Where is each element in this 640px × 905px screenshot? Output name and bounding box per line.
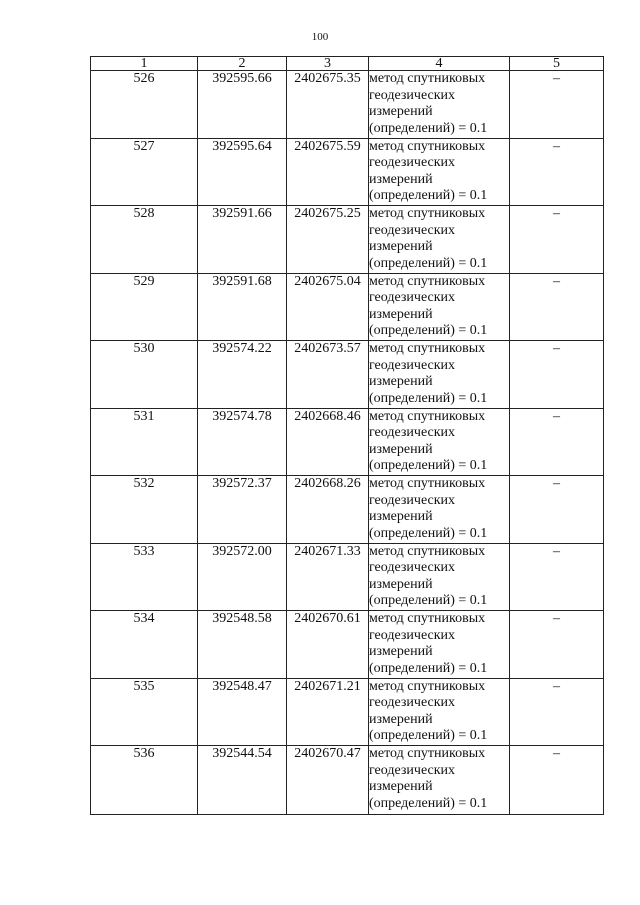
method-text-line: метод спутниковых xyxy=(369,611,486,626)
method-text-line: измерений xyxy=(369,576,433,592)
y-coordinate-cell: 2402675.04 xyxy=(287,273,369,341)
x-coordinate-cell: 392572.00 xyxy=(198,543,287,611)
column-header-5: 5 xyxy=(510,57,604,71)
method-text-line: (определений) = 0.1 xyxy=(369,728,488,744)
table-header-row xyxy=(91,57,604,71)
method-cell xyxy=(369,341,510,409)
method-text-line: измерений xyxy=(369,644,433,660)
note-cell: – xyxy=(510,476,604,544)
method-text-line: геодезических xyxy=(369,425,456,441)
y-coordinate-cell: 2402671.21 xyxy=(287,678,369,746)
table-row xyxy=(91,746,604,815)
method-text-line: измерений xyxy=(369,171,433,187)
method-text-line: измерений xyxy=(369,509,433,525)
method-text-line: измерений xyxy=(369,104,433,120)
method-text-line: геодезических xyxy=(369,87,456,103)
y-coordinate-cell: 2402673.57 xyxy=(287,341,369,409)
method-text-line: (определений) = 0.1 xyxy=(369,323,488,339)
note-cell: – xyxy=(510,138,604,206)
note-cell: – xyxy=(510,678,604,746)
method-text-line: (определений) = 0.1 xyxy=(369,660,488,676)
method-cell xyxy=(369,273,510,341)
point-number-cell: 535 xyxy=(91,678,198,746)
x-coordinate-cell: 392591.66 xyxy=(198,206,287,274)
x-coordinate-cell: 392574.22 xyxy=(198,341,287,409)
x-coordinate-cell: 392574.78 xyxy=(198,408,287,476)
note-cell: – xyxy=(510,543,604,611)
note-cell: – xyxy=(510,273,604,341)
note-cell: – xyxy=(510,408,604,476)
table-row xyxy=(91,206,604,274)
point-number-cell: 534 xyxy=(91,611,198,679)
method-text-line: (определений) = 0.1 xyxy=(369,458,488,474)
point-number-cell: 529 xyxy=(91,273,198,341)
method-cell xyxy=(369,71,510,139)
note-cell: – xyxy=(510,71,604,139)
method-text-line: измерений xyxy=(369,779,433,795)
method-text-line: измерений xyxy=(369,711,433,727)
point-number-cell: 527 xyxy=(91,138,198,206)
point-number-cell: 530 xyxy=(91,341,198,409)
method-text-line: (определений) = 0.1 xyxy=(369,255,488,271)
point-number-cell: 528 xyxy=(91,206,198,274)
method-cell xyxy=(369,408,510,476)
method-text-line: измерений xyxy=(369,374,433,390)
method-text-line: метод спутниковых xyxy=(369,273,486,289)
method-text-line: измерений xyxy=(369,441,433,457)
x-coordinate-cell: 392595.64 xyxy=(198,138,287,206)
table-body xyxy=(91,71,604,815)
method-text-line: метод спутниковых xyxy=(369,678,486,694)
y-coordinate-cell: 2402671.33 xyxy=(287,543,369,611)
method-text-line: метод спутниковых xyxy=(369,408,486,424)
y-coordinate-cell: 2402670.61 xyxy=(287,611,369,679)
method-text-line: метод спутниковых xyxy=(369,341,486,356)
table-row xyxy=(91,71,604,139)
method-text-line: метод спутниковых xyxy=(369,476,486,491)
method-text-line: (определений) = 0.1 xyxy=(369,120,488,136)
method-text-line: геодезических xyxy=(369,560,456,576)
point-number-cell: 531 xyxy=(91,408,198,476)
method-cell xyxy=(369,611,510,679)
point-number-cell: 526 xyxy=(91,71,198,139)
method-text-line: геодезических xyxy=(369,695,456,711)
point-number-cell: 536 xyxy=(91,746,198,815)
note-cell: – xyxy=(510,206,604,274)
x-coordinate-cell: 392548.47 xyxy=(198,678,287,746)
method-cell xyxy=(369,746,510,815)
method-cell xyxy=(369,678,510,746)
note-cell: – xyxy=(510,746,604,815)
method-cell xyxy=(369,206,510,274)
method-text-line: (определений) = 0.1 xyxy=(369,795,488,811)
point-number-cell: 532 xyxy=(91,476,198,544)
method-text-line: метод спутниковых xyxy=(369,746,486,761)
x-coordinate-cell: 392572.37 xyxy=(198,476,287,544)
method-text-line: измерений xyxy=(369,239,433,255)
x-coordinate-cell: 392548.58 xyxy=(198,611,287,679)
method-text-line: геодезических xyxy=(369,222,456,238)
method-text-line: геодезических xyxy=(369,762,456,778)
method-text-line: (определений) = 0.1 xyxy=(369,188,488,204)
note-cell: – xyxy=(510,341,604,409)
method-text-line: геодезических xyxy=(369,290,456,306)
method-text-line: (определений) = 0.1 xyxy=(369,390,488,406)
coordinates-table xyxy=(90,56,604,815)
method-text-line: геодезических xyxy=(369,492,456,508)
table-row xyxy=(91,138,604,206)
column-header-4: 4 xyxy=(369,57,510,71)
method-text-line: геодезических xyxy=(369,357,456,373)
y-coordinate-cell: 2402675.59 xyxy=(287,138,369,206)
column-header-1: 1 xyxy=(91,57,198,71)
table-row xyxy=(91,476,604,544)
method-cell xyxy=(369,543,510,611)
method-text-line: (определений) = 0.1 xyxy=(369,593,488,609)
table-row xyxy=(91,678,604,746)
x-coordinate-cell: 392595.66 xyxy=(198,71,287,139)
method-text-line: метод спутниковых xyxy=(369,138,486,154)
method-text-line: метод спутниковых xyxy=(369,206,486,221)
table-row xyxy=(91,341,604,409)
point-number-cell: 533 xyxy=(91,543,198,611)
table-row xyxy=(91,543,604,611)
y-coordinate-cell: 2402668.26 xyxy=(287,476,369,544)
y-coordinate-cell: 2402670.47 xyxy=(287,746,369,815)
method-text-line: геодезических xyxy=(369,155,456,171)
x-coordinate-cell: 392591.68 xyxy=(198,273,287,341)
y-coordinate-cell: 2402668.46 xyxy=(287,408,369,476)
method-text-line: метод спутниковых xyxy=(369,71,486,86)
page-number: 100 xyxy=(311,31,329,43)
x-coordinate-cell: 392544.54 xyxy=(198,746,287,815)
method-cell xyxy=(369,476,510,544)
column-header-3: 3 xyxy=(287,57,369,71)
method-text-line: геодезических xyxy=(369,627,456,643)
method-text-line: измерений xyxy=(369,306,433,322)
y-coordinate-cell: 2402675.35 xyxy=(287,71,369,139)
y-coordinate-cell: 2402675.25 xyxy=(287,206,369,274)
column-header-2: 2 xyxy=(198,57,287,71)
method-cell xyxy=(369,138,510,206)
method-text-line: (определений) = 0.1 xyxy=(369,525,488,541)
note-cell: – xyxy=(510,611,604,679)
method-text-line: метод спутниковых xyxy=(369,543,486,559)
table-row xyxy=(91,408,604,476)
table-row xyxy=(91,611,604,679)
table-row xyxy=(91,273,604,341)
